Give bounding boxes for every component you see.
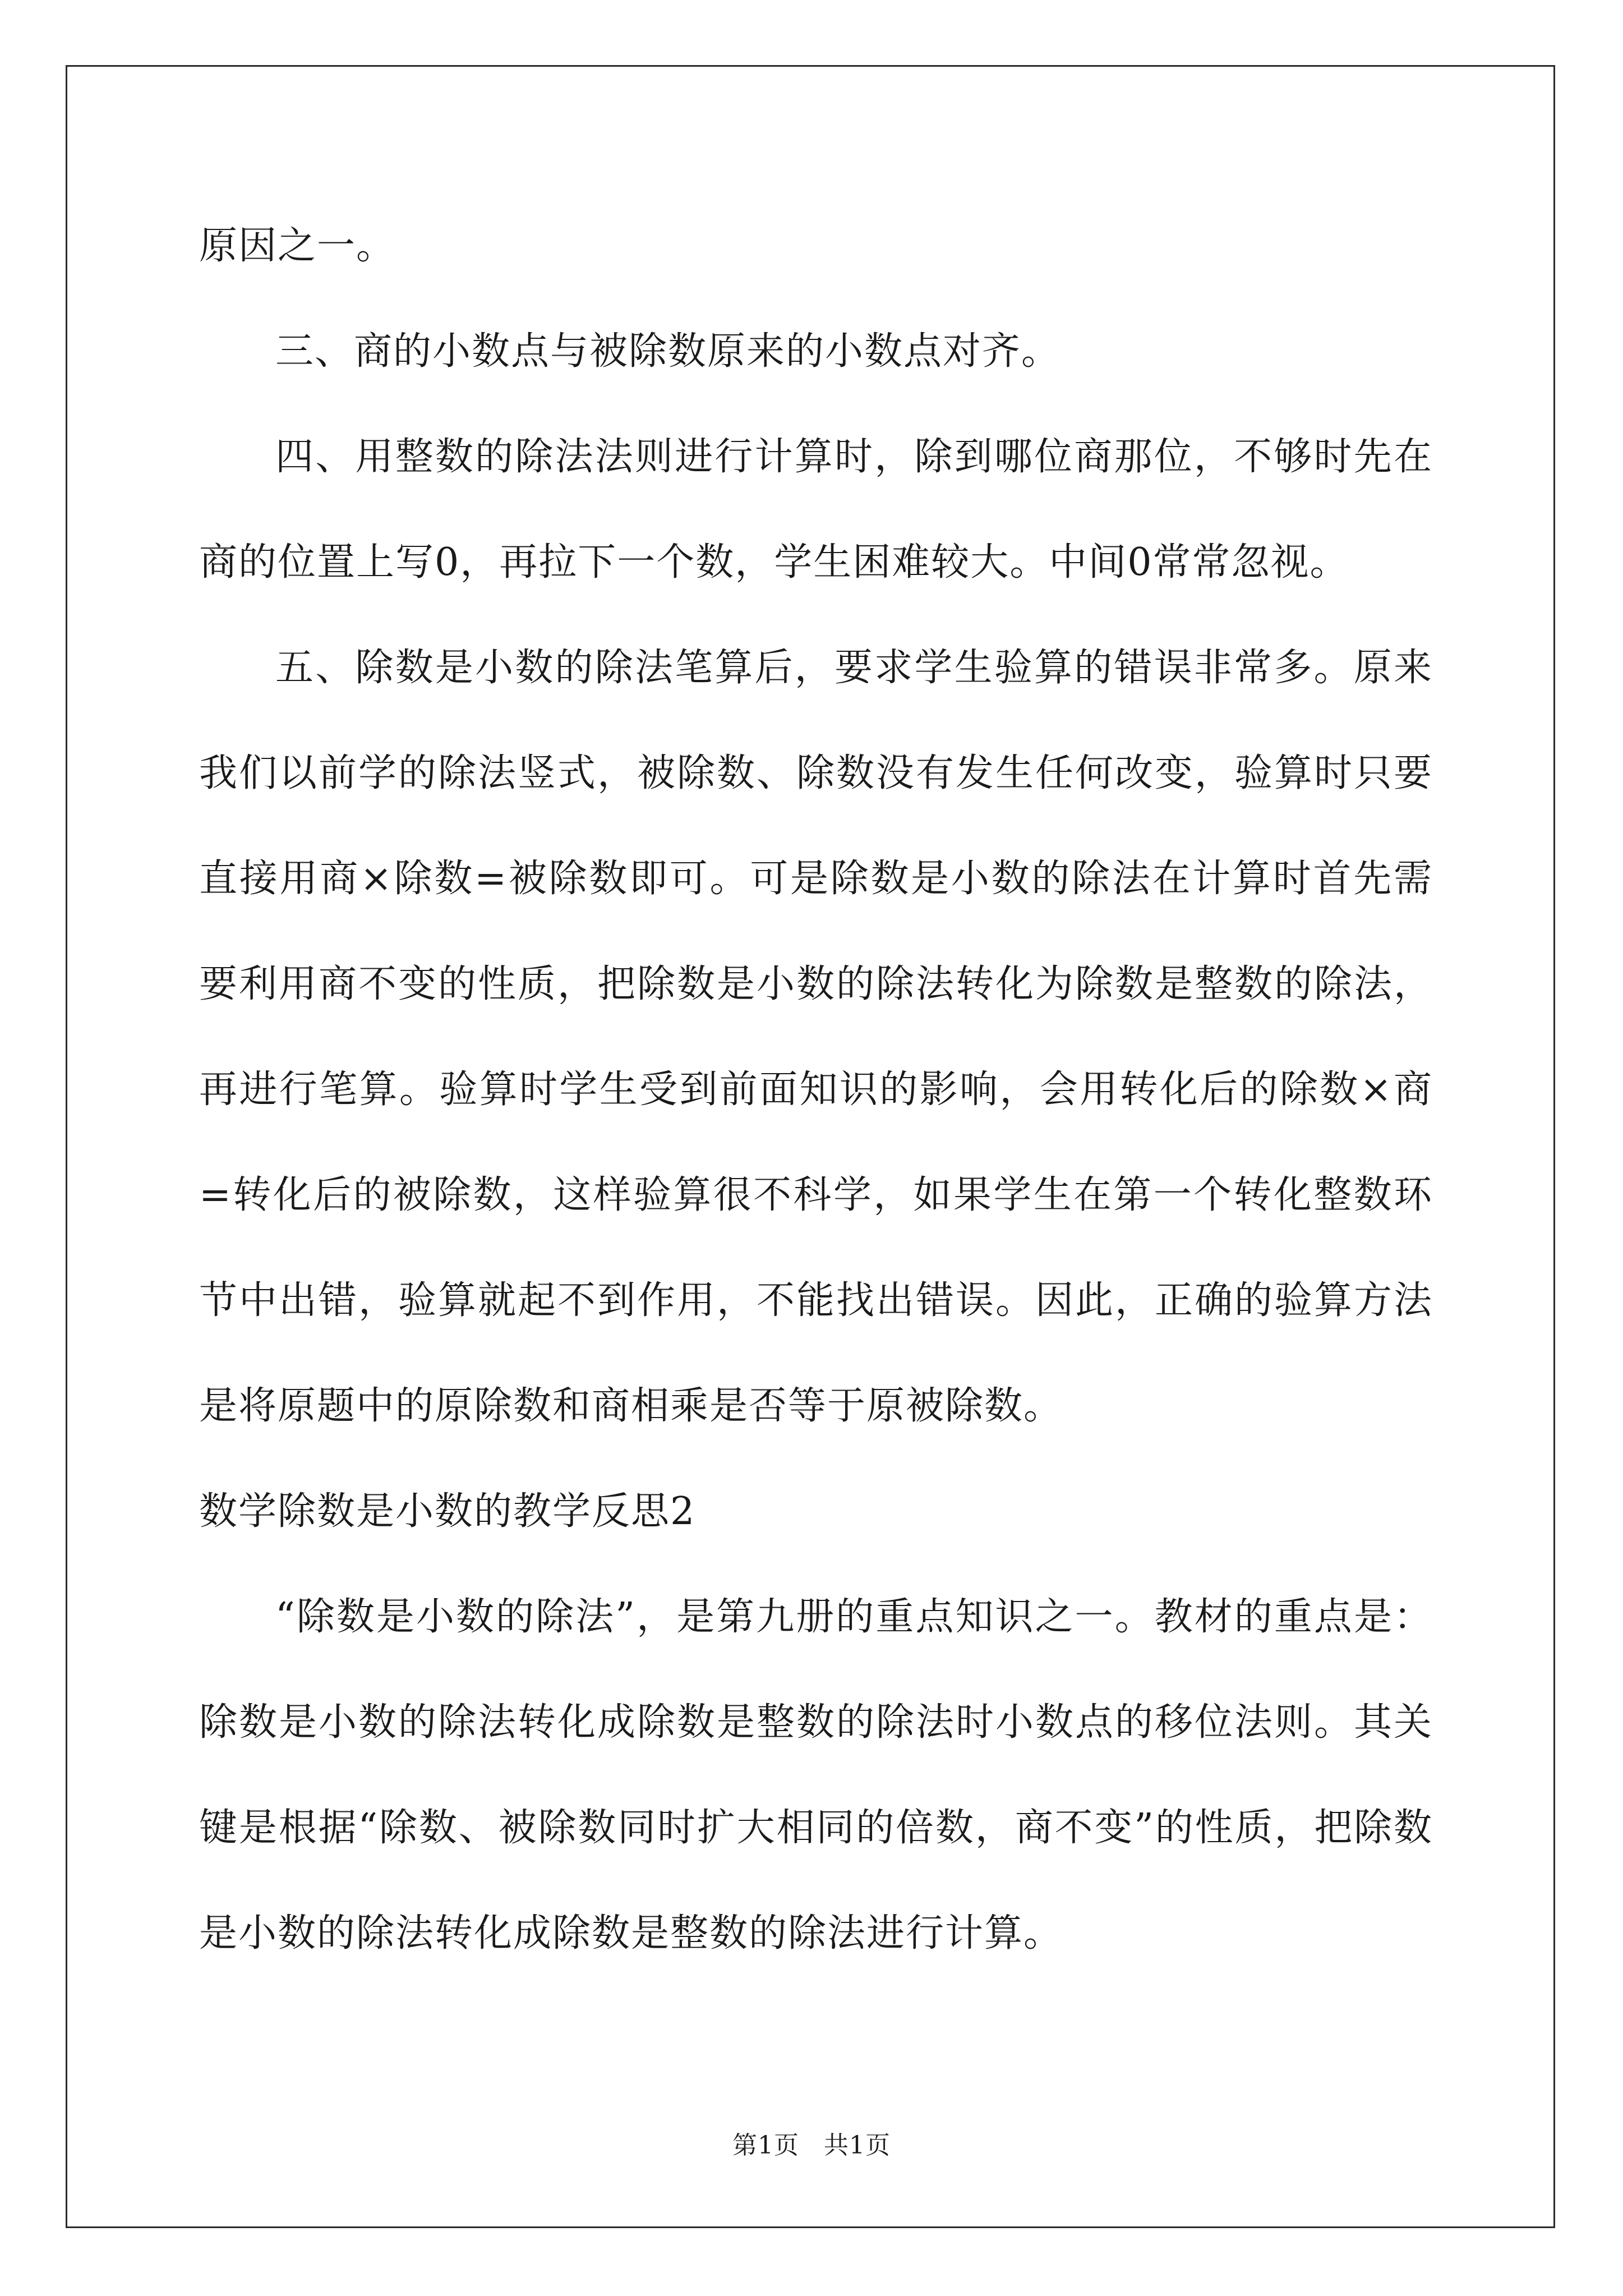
paragraph-point-four: 四、用整数的除法法则进行计算时，除到哪位商那位，不够时先在商的位置上写0，再拉下一个数，学生困难较大。中间0常常忽视。 <box>199 435 1433 585</box>
page-total: 共1页 <box>824 2131 891 2160</box>
paragraph-continuation: 原因之一。 <box>199 224 396 268</box>
page-number: 第1页 <box>732 2131 799 2160</box>
paragraph-section-intro: “除数是小数的除法”，是第九册的重点知识之一。教材的重点是：除数是小数的除法转化成除数是整数的除法时小数点的移位法则。其关键是根据“除数、被除数同时扩大相同的倍数，商不变”的性质，把除数是小数的除法转化成除数是整数的除法进行计算。 <box>199 1595 1433 1955</box>
paragraph-point-five: 五、除数是小数的除法笔算后，要求学生验算的错误非常多。原来我们以前学的除法竖式，被除数、除数没有发生任何改变，验算时只要直接用商×除数=被除数即可。可是除数是小数的除法在计算时首先需要利用商不变的性质，把除数是小数的除法转化为除数是整数的除法，再进行笔算。验算时学生受到前面知识的影响，会用转化后的除数×商=转化后的被除数，这样验算很不科学，如果学生在第一个转化整数环节中出错，验算就起不到作用，不能找出错误。因此，正确的验算方法是将原题中的原除数和商相乘是否等于原被除数。 <box>199 646 1433 1428</box>
document-body <box>199 194 1433 1986</box>
page-footer <box>0 2129 1623 2162</box>
paragraph-point-three: 三、商的小数点与被除数原来的小数点对齐。 <box>275 329 1061 374</box>
section-heading: 数学除数是小数的教学反思2 <box>199 1489 696 1534</box>
